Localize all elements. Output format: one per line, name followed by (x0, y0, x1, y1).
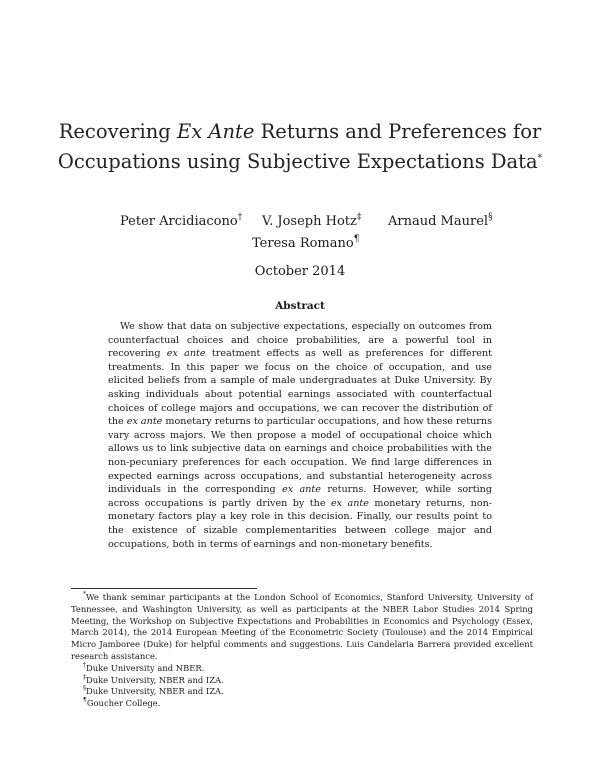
abstract-heading: Abstract (275, 300, 325, 312)
abstract-body: We show that data on subjective expectations, especially on outcomes from counterfactual choices and choice probabilities, are a powerful tool in recovering ex ante treatment effects as well as preferences for different treatments. In this paper we focus on the choice of occupation, and use elicited beliefs from a sample of male undergraduates at Duke University. By asking individuals about potential earnings associated with counterfactual choices of college majors and occupations, we can recover the distribution of the ex ante monetary returns to particular occupations, and how these returns vary across majors. We then propose a model of occupational choice which allows us to link subjective data on earnings and choice probabilities with the non-pecuniary preferences for each occupation. We find large differences in expected earnings across occupations, and substantial heterogeneity across individuals in the corresponding ex ante returns. However, while sorting across occupations is partly driven by the ex ante monetary returns, non-monetary factors play a key role in this decision. Finally, our results point to the existence of sizable complementarities between college major and occupations, both in terms of earnings and non-monetary benefits. (108, 321, 493, 550)
title-footnote-mark: * (537, 153, 543, 164)
title-line-2 (0, 147, 600, 177)
footnote: ¶Goucher College. (83, 697, 161, 709)
title-text: Occupations using Subjective Expectations Data (57, 150, 538, 173)
title-italic: Ex Ante (176, 120, 255, 143)
author-hotz: V. Joseph Hotz‡ (262, 212, 362, 229)
footnote-mark: ¶ (83, 697, 87, 705)
footnote-mark: § (83, 685, 86, 693)
author-maurel: Arnaud Maurel§ (388, 212, 493, 229)
author-arcidiacono: Peter Arcidiacono† (120, 212, 243, 229)
title-text: Returns and Preferences for (254, 120, 542, 143)
footnotes (71, 592, 533, 710)
paper-date: October 2014 (254, 264, 346, 279)
paper-title (0, 117, 600, 177)
footnote: §Duke University, NBER and IZA. (83, 685, 224, 697)
footnote: †Duke University and NBER. (83, 661, 205, 673)
author-mark: † (237, 212, 243, 223)
author-mark: ‡ (356, 212, 362, 223)
footnote-rule (71, 588, 257, 589)
title-text: Recovering (58, 120, 177, 143)
author-mark: § (488, 212, 493, 223)
footnote-mark: † (83, 661, 86, 669)
footnote-mark: ‡ (83, 673, 86, 681)
author-mark: ¶ (353, 234, 360, 245)
footnote: *We thank seminar participants at the London School of Economics, Stanford University, University of Tennessee, and Washington University, as well as participants at the NBER Labor Studies 2014 Spring Meeting, the Workshop on Subjective Expectations and Probabilities in Economics and Psychology (Essex, March 2014), the 2014 European Meeting of the Econometric Society (Toulouse) and the 2014 Empirical Micro Jamboree (Duke) for helpful comments and suggestions. Luis Candelaria Barrera provided excellent research assistance. (71, 591, 533, 661)
title-line-1 (0, 117, 600, 147)
author-romano: Teresa Romano¶ (252, 234, 360, 251)
footnote: ‡Duke University, NBER and IZA. (83, 673, 224, 685)
footnote-mark: * (83, 591, 86, 599)
